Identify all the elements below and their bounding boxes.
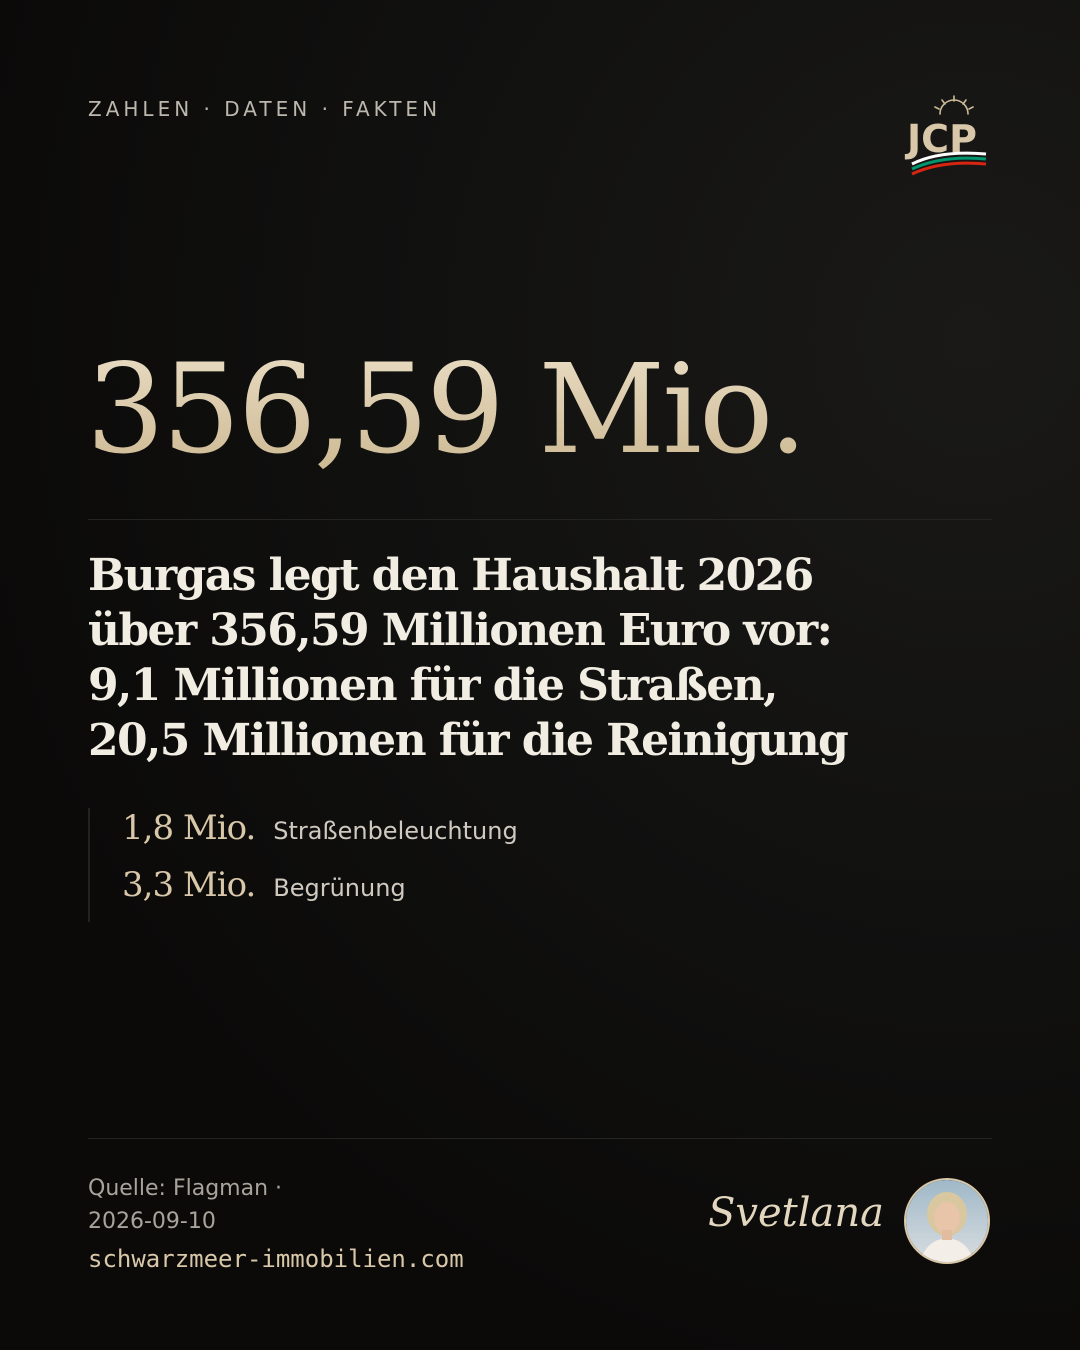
signature: Svetlana (708, 1190, 884, 1236)
stat-item (122, 865, 518, 922)
headline-line: 20,5 Millionen für die Reinigung (88, 715, 848, 766)
source-name: Quelle: Flagman · (88, 1176, 283, 1201)
source-date: 2026-09-10 (88, 1209, 216, 1234)
avatar-portrait-icon (906, 1180, 988, 1262)
website-link[interactable]: schwarzmeer-immobilien.com (88, 1245, 464, 1273)
divider-top (88, 519, 992, 520)
stat-label: Straßenbeleuchtung (273, 817, 518, 845)
source-info (88, 1172, 282, 1238)
stat-value: 1,8 Mio. (122, 808, 256, 848)
avatar (904, 1178, 990, 1264)
stat-item (122, 808, 518, 865)
jcp-logo-icon (892, 92, 992, 182)
headline (88, 548, 868, 768)
stat-label: Begrünung (273, 874, 406, 902)
headline-line: Burgas legt den Haushalt 2026 (88, 550, 813, 601)
headline-line: 9,1 Millionen für die Straßen, (88, 660, 777, 711)
headline-line: über 356,59 Millionen Euro vor: (88, 605, 832, 656)
jcp-logo (892, 92, 992, 182)
budget-total: 356,59 Mio. (86, 338, 805, 482)
logo-text: JCP (907, 117, 977, 161)
stat-value: 3,3 Mio. (122, 865, 256, 905)
eyebrow-label: ZAHLEN · DATEN · FAKTEN (88, 97, 442, 121)
stats-list (88, 808, 518, 922)
divider-bottom (88, 1138, 992, 1139)
